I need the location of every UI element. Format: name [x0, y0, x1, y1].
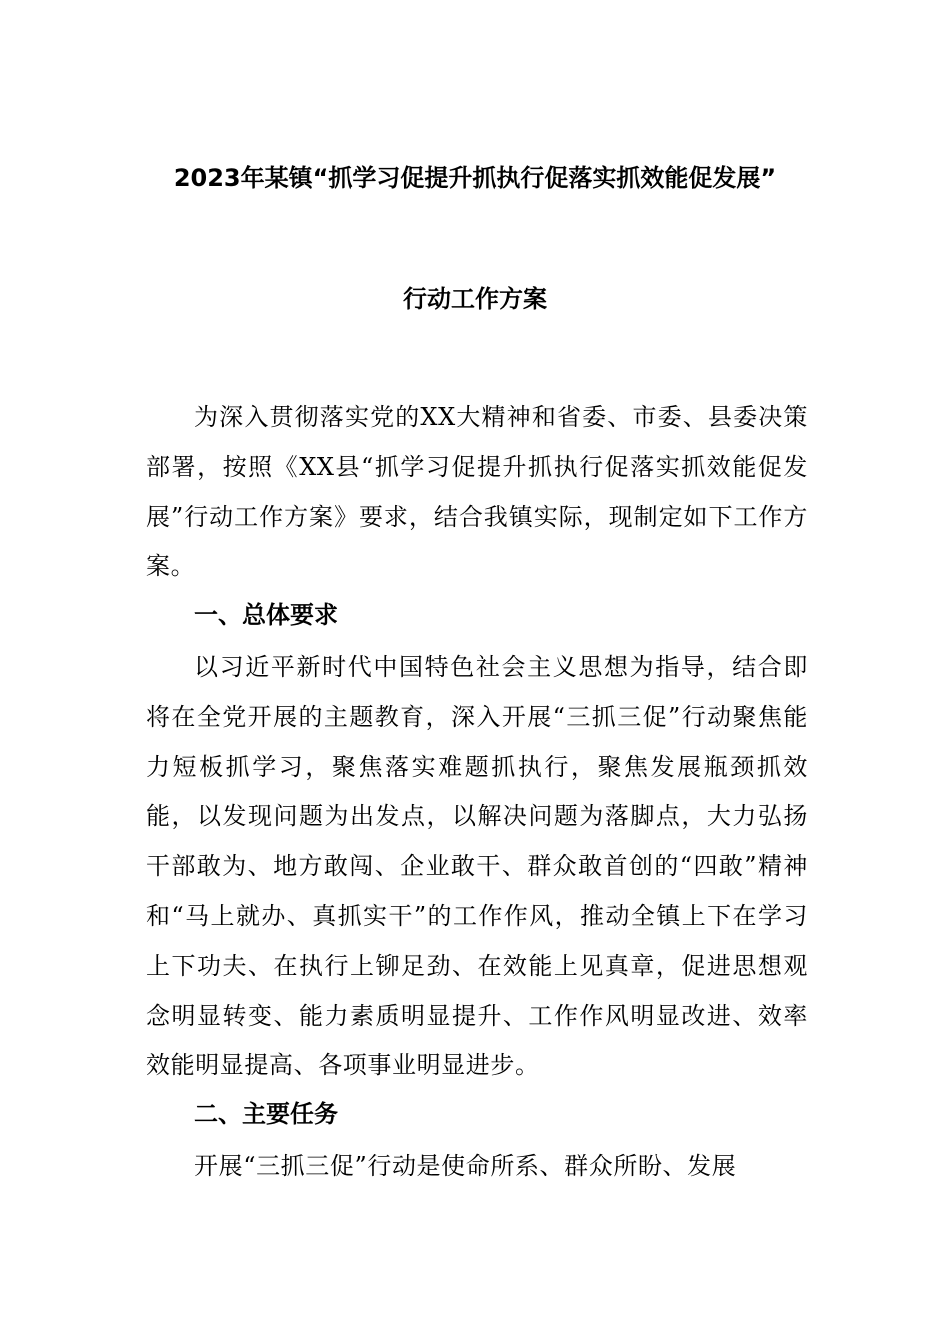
general-requirements-paragraph: 以习近平新时代中国特色社会主义思想为指导，结合即将在全党开展的主题教育，深入开展“三抓三促”行动聚焦能力短板抓学习，聚焦落实难题抓执行，聚焦发展瓶颈抓效能，以发现问题为出发点，以解决问题为落脚点，大力弘扬干部敢为、地方敢闯、企业敢干、群众敢首创的“四敢”精神和“马上就办、真抓实干”的工作作风，推动全镇上下在学习上下功夫、在执行上铆足劲、在效能上见真章，促进思想观念明显转变、能力素质明显提升、工作作风明显改进、效率效能明显提高、各项事业明显进步。 [146, 653, 808, 1080]
section-heading-general-requirements: 一、总体要求 [194, 601, 338, 629]
document-title-line-2: 行动工作方案 [403, 285, 547, 313]
section-heading-main-tasks: 二、主要任务 [194, 1100, 338, 1128]
intro-paragraph: 为深入贯彻落实党的XX大精神和省委、市委、县委决策部署，按照《XX县“抓学习促提升抓执行促落实抓效能促发展”行动工作方案》要求，结合我镇实际，现制定如下工作方案。 [146, 403, 808, 581]
document-title-line-1: 2023年某镇“抓学习促提升抓执行促落实抓效能促发展” [173, 164, 777, 192]
main-tasks-paragraph: 开展“三抓三促”行动是使命所系、群众所盼、发展 [194, 1152, 737, 1180]
